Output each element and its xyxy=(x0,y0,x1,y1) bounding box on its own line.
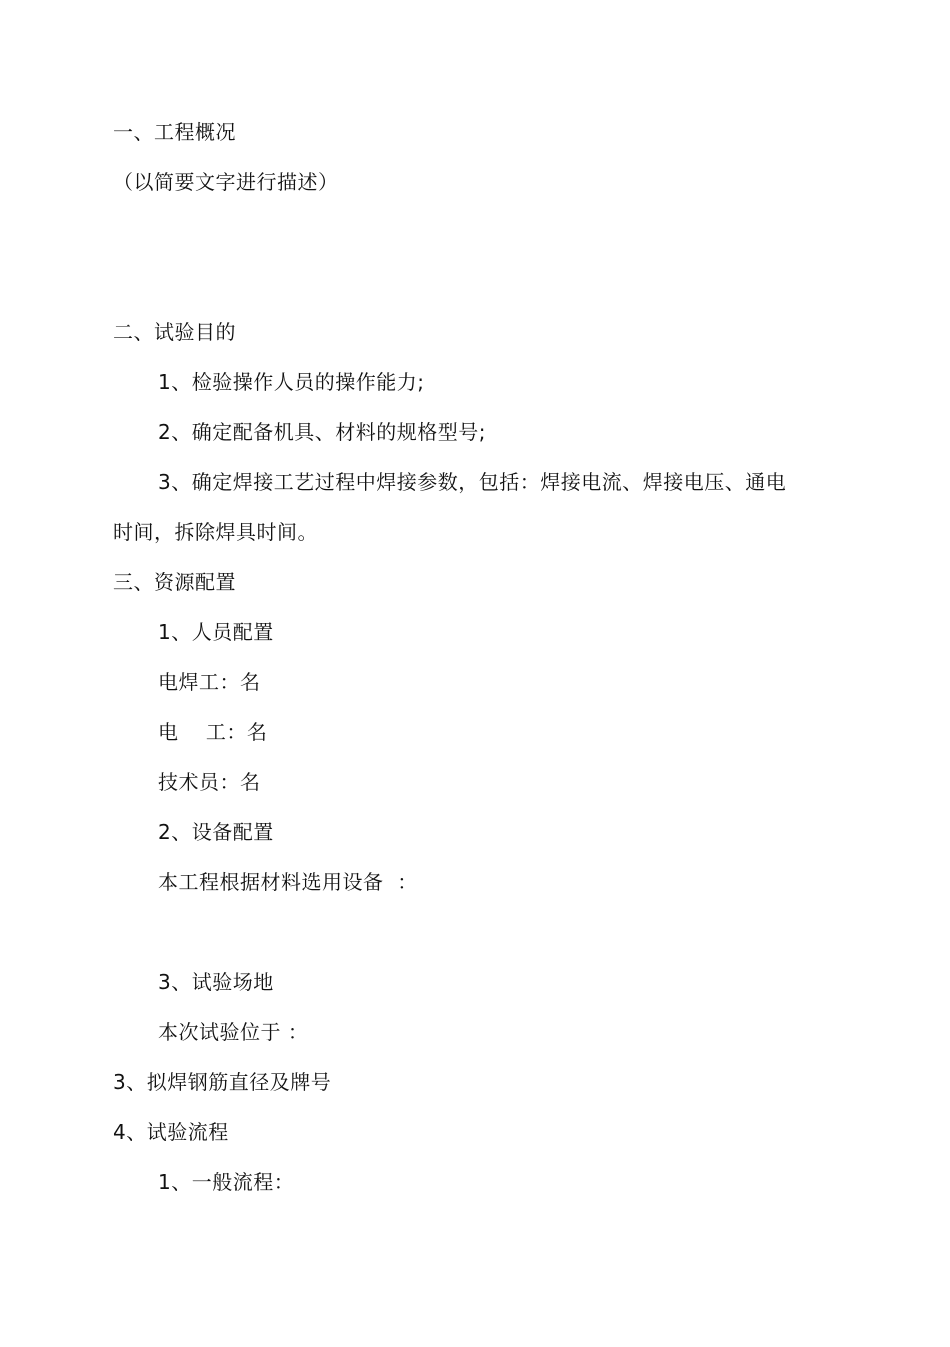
site-text: 本次试验位于 ： xyxy=(158,1020,309,1044)
purpose-item-3-continued: 时间，拆除焊具时间。 xyxy=(113,520,318,544)
personnel-technician: 技术员：名 xyxy=(158,770,261,794)
personnel-heading: 1、人员配置 xyxy=(158,620,274,644)
section-heading-test-process: 4、试验流程 xyxy=(113,1120,229,1144)
process-item-1: 1、一般流程： xyxy=(158,1170,295,1194)
purpose-item-1: 1、检验操作人员的操作能力; xyxy=(158,370,425,394)
section-heading-resource-allocation: 三、资源配置 xyxy=(113,570,236,594)
section-heading-project-overview: 一、工程概况 xyxy=(113,120,236,144)
equipment-text: 本工程根据材料选用设备 ： xyxy=(158,870,418,894)
purpose-item-2: 2、确定配备机具、材料的规格型号; xyxy=(158,420,486,444)
personnel-welder: 电焊工：名 xyxy=(158,670,261,694)
equipment-heading: 2、设备配置 xyxy=(158,820,274,844)
section-note: （以简要文字进行描述） xyxy=(113,170,339,194)
section-heading-test-purpose: 二、试验目的 xyxy=(113,320,236,344)
personnel-electrician: 电 工：名 xyxy=(158,720,268,744)
section-heading-rebar-diameter-grade: 3、拟焊钢筋直径及牌号 xyxy=(113,1070,332,1094)
site-heading: 3、试验场地 xyxy=(158,970,274,994)
purpose-item-3: 3、确定焊接工艺过程中焊接参数，包括：焊接电流、焊接电压、通电 xyxy=(158,470,787,494)
